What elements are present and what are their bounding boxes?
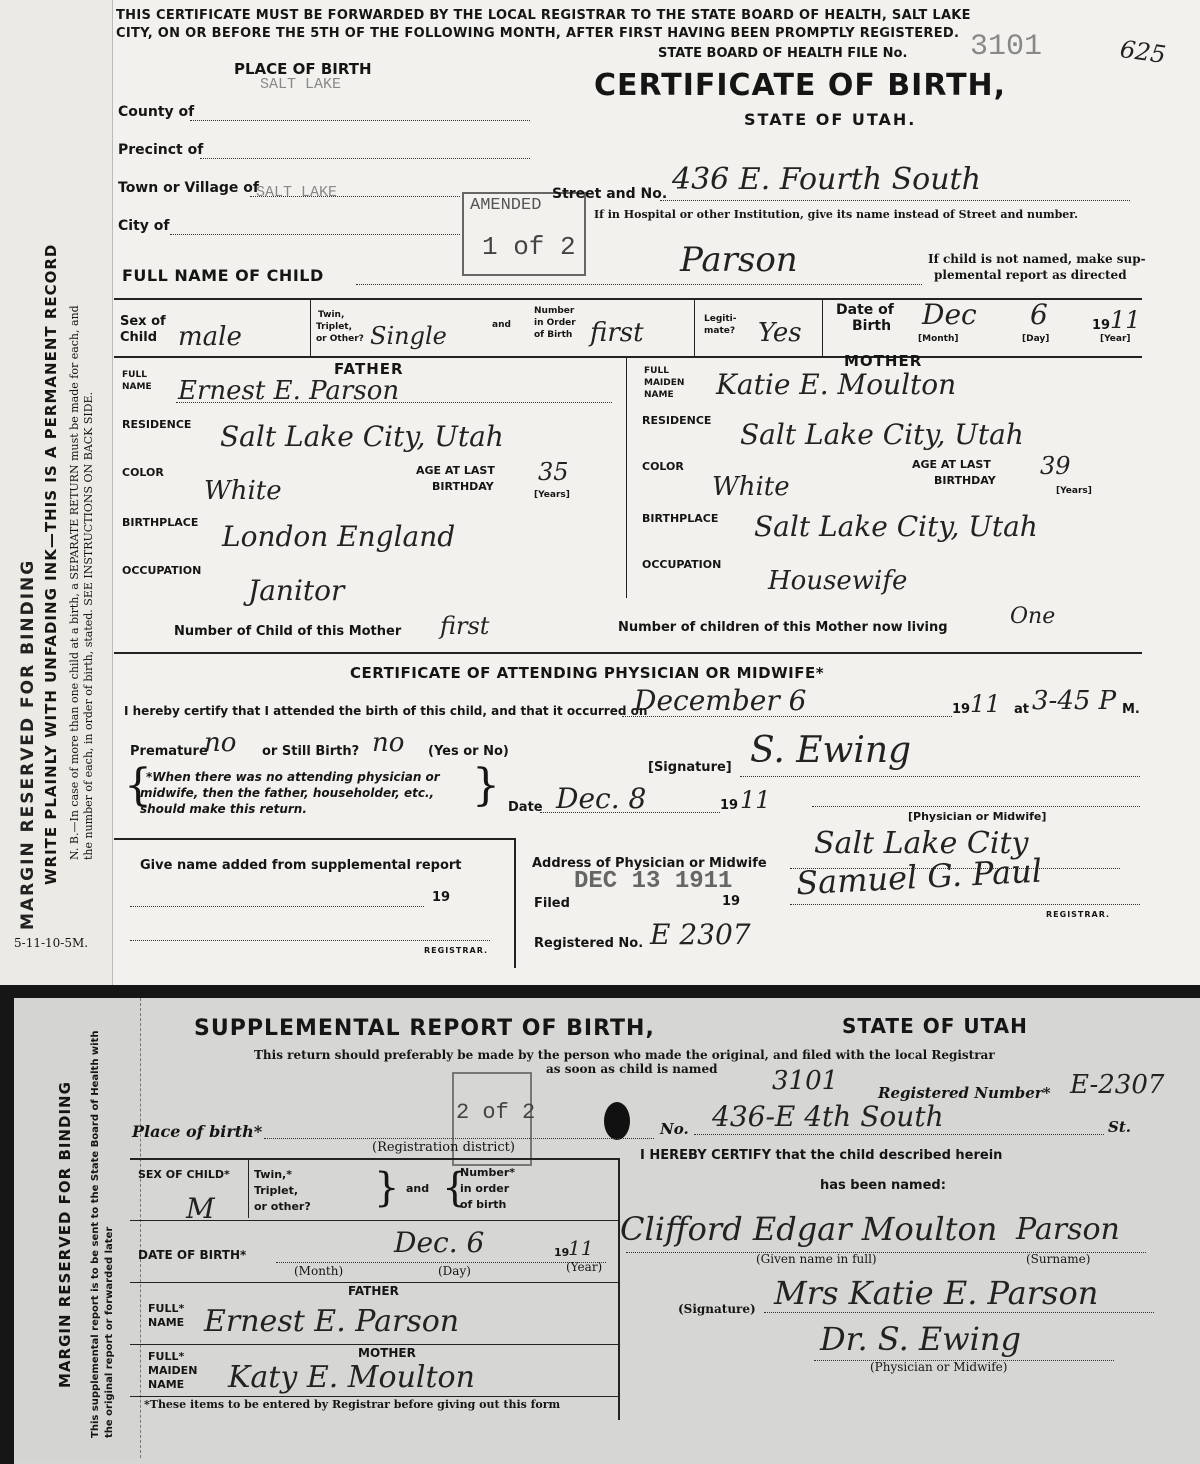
registration-district-caption: (Registration district) xyxy=(372,1140,515,1155)
supplemental-father-heading: FATHER xyxy=(348,1284,399,1298)
note-brace-left: { xyxy=(124,760,152,811)
mother-birthplace-label: BIRTHPLACE xyxy=(642,512,719,525)
m-label: M. xyxy=(1122,702,1140,717)
divider-parents xyxy=(114,356,1142,358)
dob-year-suffix: 11 xyxy=(1110,306,1141,334)
sign-year-suffix: 11 xyxy=(740,786,771,814)
supplemental-title: SUPPLEMENTAL REPORT OF BIRTH, xyxy=(194,1016,655,1041)
registrar-label-2: REGISTRAR. xyxy=(1046,910,1111,919)
father-color: White xyxy=(204,476,282,506)
supplemental-mother-name: Katy E. Moulton xyxy=(228,1360,475,1395)
binding-margin xyxy=(0,0,113,985)
father-name: Ernest E. Parson xyxy=(178,376,400,406)
city-label: City of xyxy=(118,218,170,234)
hospital-note: If in Hospital or other Institution, give its name instead of Street and number. xyxy=(594,208,1078,221)
mother-color: White xyxy=(712,472,790,502)
st-label: St. xyxy=(1108,1118,1131,1136)
supplemental-certify-text-1: I HEREBY CERTIFY that the child described herein xyxy=(640,1148,1003,1163)
and-label: and xyxy=(492,320,511,330)
nb-note-line1: N. B.—In case of more than one child at a birth, a SEPARATE RETURN must be made for each, and xyxy=(68,305,81,860)
order-value: first xyxy=(590,318,644,348)
supplemental-physician-caption: (Physician or Midwife) xyxy=(870,1360,1008,1374)
supplemental-month-caption: (Month) xyxy=(294,1264,344,1278)
form-code: 5-11-10-5M. xyxy=(14,936,89,950)
premature-label: Premature xyxy=(130,744,208,759)
mother-name: Katie E. Moulton xyxy=(716,368,957,401)
certificate-title: CERTIFICATE OF BIRTH, xyxy=(594,68,1007,103)
supplemental-twin-label-1: Twin,* xyxy=(254,1168,292,1181)
supplemental-signature-label: (Signature) xyxy=(678,1302,756,1316)
supplemental-father-name: Ernest E. Parson xyxy=(204,1304,460,1339)
father-residence: Salt Lake City, Utah xyxy=(220,420,504,453)
mother-age-label-2: BIRTHDAY xyxy=(934,474,996,487)
dob-year-prefix: 19 xyxy=(1092,318,1111,333)
supplemental-dob-month-day: Dec. 6 xyxy=(394,1226,485,1259)
supplemental-father-name-label: NAME xyxy=(148,1316,185,1329)
father-occupation-label: OCCUPATION xyxy=(122,564,202,577)
mother-birthplace: Salt Lake City, Utah xyxy=(754,510,1038,543)
legit-value: Yes xyxy=(758,318,802,348)
town-stamp: SALT LAKE xyxy=(256,184,338,201)
physician-heading: CERTIFICATE OF ATTENDING PHYSICIAN OR MIDWIFE* xyxy=(350,664,825,682)
surname-caption: (Surname) xyxy=(1026,1252,1091,1266)
children-living-label: Number of children of this Mother now living xyxy=(618,620,948,635)
twin-label-1: Twin, xyxy=(318,310,345,320)
header-notice-line1: THIS CERTIFICATE MUST BE FORWARDED BY THE LOCAL REGISTRAR TO THE STATE BOARD OF HEALTH, SALT LAKE xyxy=(116,8,971,23)
town-line xyxy=(250,196,460,197)
precinct-line xyxy=(200,158,530,159)
supplemental-subtitle-2: as soon as child is named xyxy=(546,1062,718,1076)
not-named-note-2: plemental report as directed xyxy=(934,268,1127,282)
state-label: STATE OF UTAH. xyxy=(744,110,917,129)
address-value: Salt Lake City xyxy=(814,826,1029,861)
sex-label-2: Child xyxy=(120,330,158,345)
father-full-label: FULL xyxy=(122,370,147,380)
mother-name-label: NAME xyxy=(644,390,674,400)
certify-year-prefix: 19 xyxy=(952,702,971,717)
divider-top xyxy=(114,298,1142,300)
signature-label: [Signature] xyxy=(648,760,732,775)
father-years-caption: [Years] xyxy=(534,490,570,500)
twin-label-3: or Other? xyxy=(316,334,364,344)
parents-divider xyxy=(626,356,627,598)
dob-day: 6 xyxy=(1030,298,1048,331)
supplemental-doctor-value: Dr. S. Ewing xyxy=(820,1320,1021,1358)
supplemental-mother-heading: MOTHER xyxy=(358,1346,416,1360)
year-caption: [Year] xyxy=(1100,334,1131,344)
full-name-value: Parson xyxy=(680,240,798,280)
sex-label-1: Sex of xyxy=(120,314,166,329)
twin-label-2: Triplet, xyxy=(316,322,353,332)
yes-no-label: (Yes or No) xyxy=(428,744,509,759)
father-name-label: NAME xyxy=(122,382,152,392)
supp-year-prefix: 19 xyxy=(432,890,451,905)
supplemental-report: MARGIN RESERVED FOR BINDING This supplemental report is to be sent to the State Board of Health with the original report or forwarded later SUPPLEMENTAL REPORT OF BIRTH, STATE OF UTAH This return should preferably be made by the person who made the original, and filed with the local Registrar as soon as child is named 3101 Registered Number* E-2307 2 of 2 Place of birth* (Registration district) No. 436-E 4th South St. SEX OF CHILD* M Twin,* Triplet, or other? } and { Number* in order of birth DATE OF BIRTH* Dec. 6 19 11 (Month) (Day) (Year) FATHER FULL* NAME Ernest E. Parson MOTHER FULL* MAIDEN NAME Katy E. Moulton *These items to be entered by Registrar before giving out this form I HEREBY CERTIFY that the child described herein has been named: Clifford Edgar Moulton Parson (Given name in full) (Surname) (Signature) Mrs Katie E. Parson Dr. S. Ewing (Physician or Midwife) xyxy=(14,998,1200,1464)
month-caption: [Month] xyxy=(918,334,959,344)
supplemental-mother-name-label: NAME xyxy=(148,1378,185,1391)
supplemental-file-no: 3101 xyxy=(772,1066,839,1096)
mother-residence: Salt Lake City, Utah xyxy=(740,418,1024,451)
child-name-surname: Parson xyxy=(1016,1212,1120,1247)
legit-label-2: mate? xyxy=(704,326,736,336)
county-label: County of xyxy=(118,104,195,120)
at-label: at xyxy=(1014,702,1029,717)
not-named-note-1: If child is not named, make sup- xyxy=(928,252,1146,266)
dob-label-2: Birth xyxy=(852,318,892,334)
amended-label: AMENDED xyxy=(470,196,542,215)
registrar-signature: Samuel G. Paul xyxy=(795,851,1043,903)
county-line xyxy=(190,120,530,121)
filed-stamp: DEC 13 1911 xyxy=(574,868,733,895)
mother-occupation-label: OCCUPATION xyxy=(642,558,722,571)
supplemental-twin-label-3: or other? xyxy=(254,1200,311,1213)
time-value: 3-45 P xyxy=(1032,686,1117,716)
dob-month: Dec xyxy=(922,298,977,331)
supplemental-day-caption: (Day) xyxy=(438,1264,471,1278)
certify-text: I hereby certify that I attended the birth of this child, and that it occurred on xyxy=(124,704,648,718)
supplemental-street-value: 436-E 4th South xyxy=(712,1100,944,1133)
supplemental-stamp-count: 2 of 2 xyxy=(456,1100,536,1125)
supplemental-no-label: No. xyxy=(660,1120,689,1138)
place-of-birth-label: Place of birth* xyxy=(132,1122,263,1141)
street-line xyxy=(660,200,1130,201)
supplemental-margin-note-1: This supplemental report is to be sent to the State Board of Health with xyxy=(90,1030,101,1438)
registrar-label-1: REGISTRAR. xyxy=(424,946,489,955)
twin-value: Single xyxy=(370,322,447,350)
father-heading: FATHER xyxy=(334,360,404,378)
supplemental-mother-full-label: FULL* xyxy=(148,1350,185,1363)
town-label: Town or Village of xyxy=(118,180,260,196)
address-label: Address of Physician or Midwife xyxy=(532,856,767,871)
filed-year-prefix: 19 xyxy=(722,894,741,909)
full-name-line xyxy=(356,284,922,285)
father-age-label-1: AGE AT LAST xyxy=(416,464,495,477)
registered-no-label: Registered No. xyxy=(534,936,644,951)
mother-age-label-1: AGE AT LAST xyxy=(912,458,991,471)
signature-value: S. Ewing xyxy=(750,730,912,771)
supplemental-year-caption: (Year) xyxy=(566,1260,603,1274)
father-age-label-2: BIRTHDAY xyxy=(432,480,494,493)
city-line xyxy=(170,234,460,235)
street-value: 436 E. Fourth South xyxy=(672,162,981,197)
filed-label: Filed xyxy=(534,896,570,911)
dob-label-1: Date of xyxy=(836,302,894,318)
mother-maiden-label: MAIDEN xyxy=(644,378,685,388)
place-of-birth-stamp: SALT LAKE xyxy=(260,76,342,93)
file-no-label: STATE BOARD OF HEALTH FILE No. xyxy=(658,46,908,61)
date-label: Date xyxy=(508,800,543,815)
order-label-1: Number xyxy=(534,306,575,316)
supplemental-certify-text-2: has been named: xyxy=(820,1178,946,1193)
supplemental-twin-label-2: Triplet, xyxy=(254,1184,299,1197)
full-name-label: FULL NAME OF CHILD xyxy=(122,266,324,285)
amended-count: 1 of 2 xyxy=(482,232,576,262)
mother-heading: MOTHER xyxy=(844,352,923,370)
father-occupation: Janitor xyxy=(248,574,345,607)
supplemental-signature-value: Mrs Katie E. Parson xyxy=(774,1274,1099,1312)
supplemental-order-label-1: Number* xyxy=(460,1166,516,1179)
certify-year-suffix: 11 xyxy=(970,690,1001,718)
stillbirth-value: no xyxy=(372,728,405,758)
father-birthplace: London England xyxy=(222,520,456,553)
mother-color-label: COLOR xyxy=(642,460,684,473)
supplemental-dob-year-suffix: 11 xyxy=(568,1236,594,1260)
legit-label-1: Legiti- xyxy=(704,314,737,324)
father-color-label: COLOR xyxy=(122,466,164,479)
supplemental-order-label-2: in order xyxy=(460,1182,510,1195)
father-age: 35 xyxy=(538,458,569,486)
sign-year-prefix: 19 xyxy=(720,798,739,813)
supplemental-dob-label: DATE OF BIRTH* xyxy=(138,1248,247,1262)
physician-caption: [Physician or Midwife] xyxy=(908,810,1047,823)
sign-date: Dec. 8 xyxy=(556,782,647,815)
supplemental-margin-reserved: MARGIN RESERVED FOR BINDING xyxy=(56,1081,74,1388)
street-label: Street and No. xyxy=(552,186,668,202)
supplemental-sex-label: SEX OF CHILD* xyxy=(138,1168,230,1181)
day-caption: [Day] xyxy=(1022,334,1050,344)
given-caption: (Given name in full) xyxy=(756,1252,877,1266)
supplemental-subtitle-1: This return should preferably be made by the person who made the original, and filed with the local Registrar xyxy=(254,1048,995,1062)
order-label-3: of Birth xyxy=(534,330,573,340)
file-no-extra: 625 xyxy=(1118,34,1168,70)
supplemental-title-state: STATE OF UTAH xyxy=(842,1014,1028,1038)
supplemental-mother-maiden-label: MAIDEN xyxy=(148,1364,198,1377)
supplemental-order-label-3: of birth xyxy=(460,1198,507,1211)
supplemental-footnote: *These items to be entered by Registrar before giving out this form xyxy=(144,1398,561,1411)
supplemental-sex-value: M xyxy=(186,1192,215,1225)
supplemental-father-full-label: FULL* xyxy=(148,1302,185,1315)
sex-value: male xyxy=(178,322,242,352)
precinct-label: Precinct of xyxy=(118,142,204,158)
order-label-2: in Order xyxy=(534,318,576,328)
premature-value: no xyxy=(204,728,237,758)
file-no-value: 3101 xyxy=(970,30,1043,64)
nb-note-line2: the number of each, in order of birth, stated. SEE INSTRUCTIONS ON BACK SIDE. xyxy=(82,391,95,860)
mother-full-label: FULL xyxy=(644,366,669,376)
registered-number-value: E-2307 xyxy=(1070,1070,1165,1100)
write-plainly-label: WRITE PLAINLY WITH UNFADING INK—THIS IS A PERMANENT RECORD xyxy=(42,243,60,885)
no-physician-note-3: should make this return. xyxy=(140,802,307,816)
child-name-given: Clifford Edgar Moulton xyxy=(620,1210,998,1248)
registered-no-value: E 2307 xyxy=(650,918,751,951)
mother-occupation: Housewife xyxy=(768,566,908,596)
amended-stamp xyxy=(462,192,586,276)
margin-reserved-label: MARGIN RESERVED FOR BINDING xyxy=(18,558,38,930)
note-brace-right: } xyxy=(472,760,500,811)
ink-blot xyxy=(604,1102,630,1140)
stillbirth-label: or Still Birth? xyxy=(262,744,360,759)
father-residence-label: RESIDENCE xyxy=(122,418,192,431)
supplemental-binding-margin xyxy=(14,998,141,1458)
certify-date: December 6 xyxy=(634,684,807,717)
child-number-value: first xyxy=(440,612,490,640)
supp-name-label: Give name added from supplemental report xyxy=(140,858,462,873)
header-notice-line2: CITY, ON OR BEFORE THE 5TH OF THE FOLLOWING MONTH, AFTER FIRST HAVING BEEN PROMPTLY REGISTERED. xyxy=(116,26,960,41)
children-living-value: One xyxy=(1010,604,1056,629)
child-number-label: Number of Child of this Mother xyxy=(174,624,402,639)
place-of-birth-heading: PLACE OF BIRTH xyxy=(234,60,372,78)
no-physician-note-1: *When there was no attending physician or xyxy=(146,770,440,784)
mother-years-caption: [Years] xyxy=(1056,486,1092,496)
registered-number-label: Registered Number* xyxy=(878,1084,1051,1102)
father-birthplace-label: BIRTHPLACE xyxy=(122,516,199,529)
supplemental-dob-year-prefix: 19 xyxy=(554,1246,570,1259)
supplemental-margin-note-2: the original report or forwarded later xyxy=(104,1226,115,1438)
supplemental-and-label: and xyxy=(406,1182,430,1195)
mother-residence-label: RESIDENCE xyxy=(642,414,712,427)
no-physician-note-2: midwife, then the father, householder, etc., xyxy=(140,786,435,800)
mother-age: 39 xyxy=(1040,452,1071,480)
